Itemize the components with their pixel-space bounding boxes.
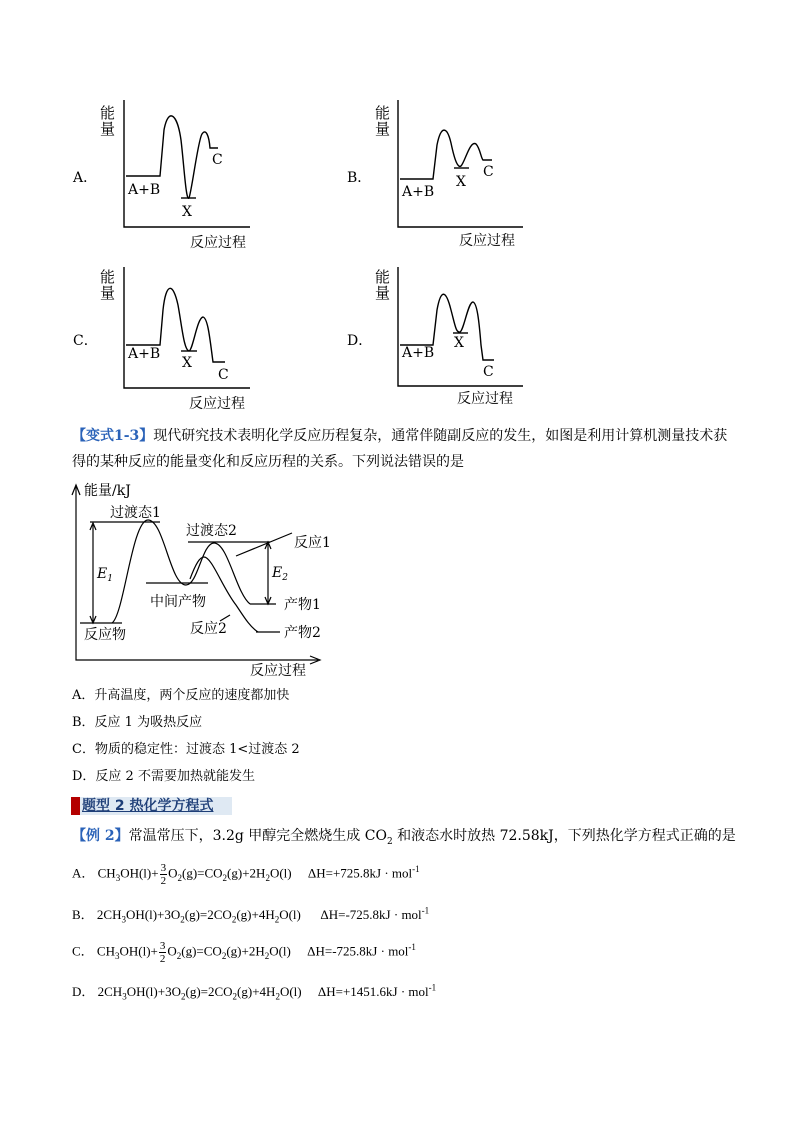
intermediate-label-b: X <box>456 174 466 190</box>
equation-c-label: C． <box>72 943 94 959</box>
reactant-label-d: A+B <box>402 345 435 361</box>
fraction-a: $\frac{3}{2}$ <box>160 862 167 887</box>
variant-stem-text1: 现代研究技术表明化学反应历程复杂，通常伴随副反应的发生，如图是利用计算机测量技术获 <box>153 428 728 444</box>
variant-tag: 【变式1-3】 <box>72 428 154 444</box>
reactant-label-a: A+B <box>128 182 161 198</box>
option-d-label: D． <box>347 333 373 349</box>
equation-d-dh: ΔH=+1451.6kJ · mol <box>317 984 429 999</box>
intermediate-label: 中间产物 <box>150 594 206 610</box>
e1-label: $E_1$ <box>97 566 113 584</box>
variant-stem-line1 <box>72 427 727 445</box>
y-axis-label-c1: 能 <box>100 268 116 286</box>
diagram-b-axes <box>398 100 523 227</box>
y-axis-label-b2: 量 <box>375 120 391 138</box>
equation-b[interactable]: B． $2CH_3OH(l)+3O_2(g)=2CO_2(g)+4H_2O(l)$ ΔH=-725.8kJ · mol$^{-1}$ <box>72 905 430 925</box>
x-axis-label-c: 反应过程 <box>189 396 245 412</box>
equation-b-dh: ΔH=-725.8kJ · mol <box>320 907 422 922</box>
example2-stem-a: 常温常压下，3.2g 甲醇完全燃烧生成 CO <box>128 828 387 844</box>
product-label-a: C <box>212 152 223 168</box>
reaction2-label: 反应2 <box>190 621 227 637</box>
variant-option-c[interactable]: C．物质的稳定性：过渡态 1<过渡态 2 <box>72 742 300 757</box>
reactant-label: 反应物 <box>84 627 126 643</box>
x-axis-label-b: 反应过程 <box>459 233 515 249</box>
diagram-d-axes <box>398 267 523 386</box>
equation-c-dh: ΔH=-725.8kJ · mol <box>307 943 409 959</box>
example2-stem <box>72 827 736 851</box>
intermediate-label-d: X <box>454 335 464 351</box>
reactant-label-b: A+B <box>402 184 435 200</box>
variant-option-d[interactable]: D．反应 2 不需要加热就能发生 <box>72 769 255 784</box>
x-axis-label-d: 反应过程 <box>457 391 513 407</box>
equation-b-label: B． <box>72 907 94 922</box>
reactant-label-c: A+B <box>128 346 161 362</box>
product1-label: 产物1 <box>284 597 321 613</box>
ts1-label: 过渡态1 <box>110 505 161 521</box>
example2-tag: 【例 2】 <box>72 828 129 844</box>
y-axis-label-c2: 量 <box>100 284 116 302</box>
product2-label: 产物2 <box>284 625 321 641</box>
equation-d-label: D． <box>72 984 95 999</box>
e2-label: $E_2$ <box>272 565 288 583</box>
variant-stem-line2: 得的某种反应的能量变化和反应历程的关系。下列说法错误的是 <box>72 454 464 470</box>
product-label-c: C <box>218 367 229 383</box>
intermediate-label-c: X <box>182 355 192 371</box>
energy-x-label: 反应过程 <box>250 663 306 679</box>
diagram-b-curve <box>400 130 492 179</box>
equation-a-dh: ΔH=+725.8kJ · mol <box>307 865 413 881</box>
fraction-c: $\frac{3}{2}$ <box>159 940 166 965</box>
section-marker <box>71 797 80 815</box>
energy-y-label: 能量/kJ <box>84 483 131 499</box>
intermediate-label-a: X <box>182 204 192 220</box>
section-heading: 题型 2 热化学方程式 <box>82 798 214 814</box>
y-axis-label-d2: 量 <box>375 284 391 302</box>
option-c-label: C． <box>73 333 98 349</box>
reaction1-leader <box>236 533 292 556</box>
product-label-d: C <box>483 364 494 380</box>
option-diagrams <box>0 0 794 420</box>
equation-a[interactable]: A． $CH_3OH(l)+$ $\frac{3}{2}$ $O_2(g)=CO_2(g)+2H_2O(l)$ ΔH=+725.8kJ · mol$^{-1}$ <box>72 862 420 887</box>
equation-d[interactable]: D． $2CH_3OH(l)+3O_2(g)=2CO_2(g)+4H_2O(l)$ ΔH=+1451.6kJ · mol$^{-1}$ <box>72 982 437 1002</box>
example2-stem-b: 和液态水时放热 72.58kJ，下列热化学方程式正确的是 <box>392 828 736 844</box>
y-axis-label-a1: 能 <box>100 104 116 122</box>
variant-option-a[interactable]: A．升高温度，两个反应的速度都加快 <box>72 688 290 703</box>
ts2-label: 过渡态2 <box>186 523 237 539</box>
product-label-b: C <box>483 164 494 180</box>
y-axis-label-b1: 能 <box>375 104 391 122</box>
reaction1-label: 反应1 <box>294 535 331 551</box>
x-axis-label-a: 反应过程 <box>190 235 246 251</box>
y-axis-label-d1: 能 <box>375 268 391 286</box>
example2-stem-sub: 2 <box>386 836 393 847</box>
y-axis-label-a2: 量 <box>100 120 116 138</box>
variant-option-b[interactable]: B．反应 1 为吸热反应 <box>72 715 203 730</box>
option-b-label: B． <box>347 170 372 186</box>
equation-c[interactable]: C． $CH_3OH(l)+$ $\frac{3}{2}$ $O_2(g)=CO_2(g)+2H_2O(l)$ ΔH=-725.8kJ · mol$^{-1}$ <box>72 940 416 965</box>
equation-a-label: A． <box>72 865 95 881</box>
option-a-label: A． <box>73 170 98 186</box>
energy-diagram <box>0 475 794 685</box>
